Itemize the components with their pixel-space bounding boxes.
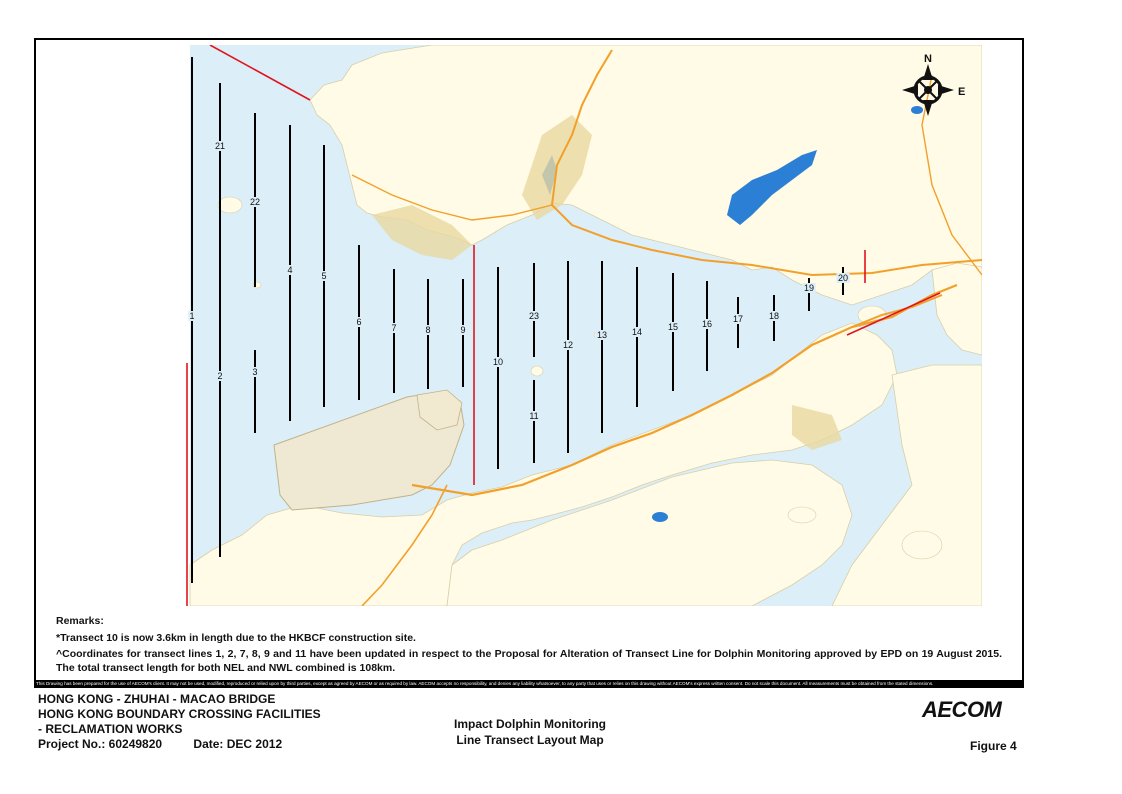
project-title-line-2: HONG KONG BOUNDARY CROSSING FACILITIES [38, 707, 321, 721]
transect-label-21: 21 [214, 141, 226, 151]
transect-label-7: 7 [391, 323, 397, 333]
island [531, 366, 543, 376]
island [218, 197, 242, 213]
transect-label-5: 5 [321, 271, 327, 281]
project-info [38, 737, 321, 752]
transect-label-17: 17 [732, 314, 744, 324]
reservoir [911, 106, 923, 114]
compass-east-label: E [958, 86, 966, 98]
remarks [56, 614, 1002, 675]
transect-label-9: 9 [460, 325, 466, 335]
transect-label-13: 13 [596, 330, 608, 340]
remark-2: ^Coordinates for transect lines 1, 2, 7, 8, 9 and 11 have been updated in respect to the Proposal for Alteration of Transect Line for Dolphin Monitoring approved by EPD on 19 August 2015. The total transect length for both NEL and NWL combined is 108km. [56, 648, 1002, 674]
transect-label-16: 16 [701, 319, 713, 329]
transect-label-6: 6 [356, 317, 362, 327]
compass-north-label: N [924, 53, 932, 65]
project-number: Project No.: 60249820 [38, 737, 163, 751]
transect-label-2: 2 [217, 371, 223, 381]
transect-label-14: 14 [631, 327, 643, 337]
transect-label-3: 3 [252, 367, 258, 377]
reservoir [652, 512, 668, 522]
transect-label-11: 11 [529, 411, 539, 421]
transect-label-15: 15 [667, 322, 679, 332]
transect-label-4: 4 [287, 265, 293, 275]
transect-map [52, 45, 982, 606]
unmapped-area [52, 45, 190, 606]
island [788, 507, 816, 523]
transect-label-18: 18 [768, 311, 780, 321]
figure-number: Figure 4 [970, 739, 1017, 753]
transect-label-10: 10 [492, 357, 504, 367]
transect-label-20: 20 [837, 273, 849, 283]
disclaimer-bar: This Drawing has been prepared for the use of AECOM's client. It may not be used, modified, reproduced or relied upon by third parties, except as agreed by AECOM or as required by law. AECOM accepts no responsibility, and denies any liability whatsoever, to any party that uses or relies on this drawing without AECOM's express written consent. Do not scale this document. All measurements must be obtained from the stated dimensions. [34, 680, 1024, 688]
project-title-line-1: HONG KONG - ZHUHAI - MACAO BRIDGE [38, 692, 276, 706]
map-title-line-1: Impact Dolphin Monitoring [454, 717, 606, 731]
transect-label-23: 23 [528, 311, 540, 321]
transect-label-19: 19 [803, 283, 815, 293]
remarks-heading: Remarks: [56, 615, 104, 627]
transect-label-1: 1 [189, 311, 195, 321]
project-title-line-3: - RECLAMATION WORKS [38, 722, 183, 736]
map-title-line-2: Line Transect Layout Map [456, 733, 604, 747]
remark-1: *Transect 10 is now 3.6km in length due to the HKBCF construction site. [56, 632, 416, 644]
title-block [38, 692, 321, 752]
project-date: Date: DEC 2012 [193, 737, 283, 751]
transect-label-12: 12 [562, 340, 574, 350]
island [902, 531, 942, 559]
aecom-logo: AECOM [922, 697, 1002, 722]
transect-label-22: 22 [249, 197, 261, 207]
transect-label-8: 8 [425, 325, 431, 335]
map-title [430, 716, 630, 748]
